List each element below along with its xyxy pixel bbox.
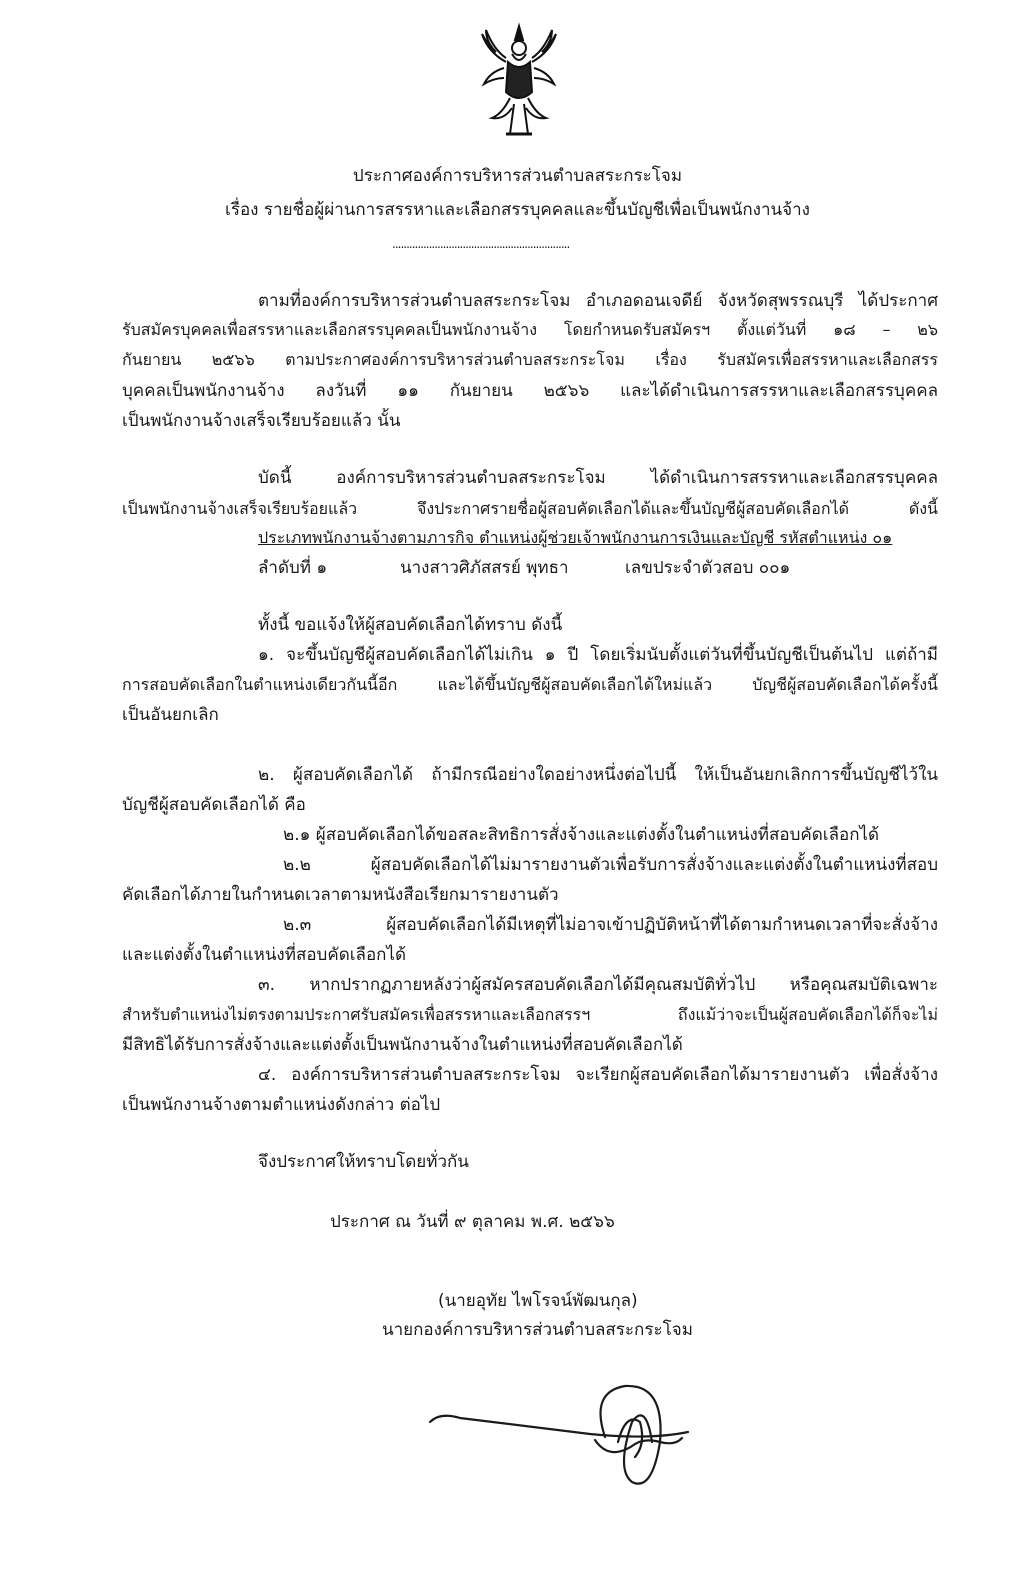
item2-line2: บัญชีผู้สอบคัดเลือกได้ คือ [122,795,306,815]
subject-line: เรื่อง รายชื่อผู้ผ่านการสรรหาและเลือกสรรบุคคลและขึ้นบัญชีเพื่อเป็นพนักงานจ้าง [225,200,810,220]
item2-3-line1: ๒.๓ ผู้สอบคัดเลือกได้มีเหตุที่ไม่อาจเข้าปฏิบัติหน้าที่ได้ตามกำหนดเวลาที่จะสั่งจ้าง [283,915,938,935]
para1-line1: ตามที่องค์การบริหารส่วนตำบลสระกระโจม อำเภอดอนเจดีย์ จังหวัดสุพรรณบุรี ได้ประกาศ [258,291,938,311]
item2-line1: ๒. ผู้สอบคัดเลือกได้ ถ้ามีกรณีอย่างใดอย่างหนึ่งต่อไปนี้ ให้เป็นอันยกเลิกการขึ้นบัญชีไว้ใน [258,765,938,785]
item3-line3: มีสิทธิได้รับการสั่งจ้างและแต่งตั้งเป็นพนักงานจ้างในตำแหน่งที่สอบคัดเลือกได้ [122,1035,683,1055]
para1-line5: เป็นพนักงานจ้างเสร็จเรียบร้อยแล้ว นั้น [122,411,401,431]
announce-date: ประกาศ ณ วันที่ ๙ ตุลาคม พ.ศ. ๒๕๖๖ [330,1212,615,1232]
candidate-exam-id: เลขประจำตัวสอบ ๐๐๑ [625,558,791,578]
notice-intro: ทั้งนี้ ขอแจ้งให้ผู้สอบคัดเลือกได้ทราบ ดังนี้ [258,615,563,635]
signer-title: นายกองค์การบริหารส่วนตำบลสระกระโจม [382,1320,693,1340]
closing-line: จึงประกาศให้ทราบโดยทั่วกัน [258,1152,469,1172]
title-divider: ............................................................... [392,237,570,251]
item1-line1: ๑. จะขึ้นบัญชีผู้สอบคัดเลือกได้ไม่เกิน ๑ ปี โดยเริ่มนับตั้งแต่วันที่ขึ้นบัญชีเป็นต้นไป แต่ถ้ามี [258,645,938,665]
para1-line4: บุคคลเป็นพนักงานจ้าง ลงวันที่ ๑๑ กันยายน ๒๕๖๖ และได้ดำเนินการสรรหาและเลือกสรรบุคคล [122,381,938,401]
item2-2-line1: ๒.๒ ผู้สอบคัดเลือกได้ไม่มารายงานตัวเพื่อรับการสั่งจ้างและแต่งตั้งในตำแหน่งที่สอบ [283,855,938,875]
signature-icon [420,1382,710,1542]
signer-name: (นายอุทัย ไพโรจน์พัฒนกุล) [438,1291,638,1311]
para1-line3: กันยายน ๒๕๖๖ ตามประกาศองค์การบริหารส่วนตำบลสระกระโจม เรื่อง รับสมัครเพื่อสรรหาและเลือกสรร [122,350,938,369]
item1-line2: การสอบคัดเลือกในตำแหน่งเดียวกันนี้อีก และได้ขึ้นบัญชีผู้สอบคัดเลือกได้ใหม่แล้ว บัญชีผู้สอบคัดเลือกได้ครั้งนี้ [122,675,938,694]
candidate-name: นางสาวศิภัสสรย์ พุทธา [400,558,569,578]
item2-2-line2: คัดเลือกได้ภายในกำหนดเวลาตามหนังสือเรียกมารายงานตัว [122,885,559,905]
item2-1: ๒.๑ ผู้สอบคัดเลือกได้ขอสละสิทธิการสั่งจ้างและแต่งตั้งในตำแหน่งที่สอบคัดเลือกได้ [283,825,880,845]
item4-line2: เป็นพนักงานจ้างตามตำแหน่งดังกล่าว ต่อไป [122,1095,441,1115]
item4-line1: ๔. องค์การบริหารส่วนตำบลสระกระโจม จะเรียกผู้สอบคัดเลือกได้มารายงานตัว เพื่อสั่งจ้าง [258,1065,938,1085]
para1-line2: รับสมัครบุคคลเพื่อสรรหาและเลือกสรรบุคคลเป็นพนักงานจ้าง โดยกำหนดรับสมัครฯ ตั้งแต่วันที่ ๑๘ – ๒๖ [122,320,938,339]
para2-line1: บัดนี้ องค์การบริหารส่วนตำบลสระกระโจม ได้ดำเนินการสรรหาและเลือกสรรบุคคล [258,468,938,488]
candidate-rank: ลำดับที่ ๑ [258,558,328,578]
item3-line1: ๓. หากปรากฏภายหลังว่าผู้สมัครสอบคัดเลือกได้มีคุณสมบัติทั่วไป หรือคุณสมบัติเฉพาะ [258,975,938,995]
para2-line2: เป็นพนักงานจ้างเสร็จเรียบร้อยแล้ว จึงประกาศรายชื่อผู้สอบคัดเลือกได้และขึ้นบัญชีผู้สอบคัดเลือกได้ ดังนี้ [122,499,938,518]
item3-line2: สำหรับตำแหน่งไม่ตรงตามประกาศรับสมัครเพื่อสรรหาและเลือกสรรฯ ถึงแม้ว่าจะเป็นผู้สอบคัดเลือกได้ก็จะไม่ [122,1005,938,1024]
item2-3-line2: และแต่งตั้งในตำแหน่งที่สอบคัดเลือกได้ [122,945,407,965]
org-title: ประกาศองค์การบริหารส่วนตำบลสระกระโจม [352,166,683,186]
garuda-emblem-icon [478,22,560,142]
item1-line3: เป็นอันยกเลิก [122,705,219,725]
position-heading: ประเภทพนักงานจ้างตามภารกิจ ตำแหน่งผู้ช่วยเจ้าพนักงานการเงินและบัญชี รหัสตำแหน่ง ๐๑ [258,528,893,547]
